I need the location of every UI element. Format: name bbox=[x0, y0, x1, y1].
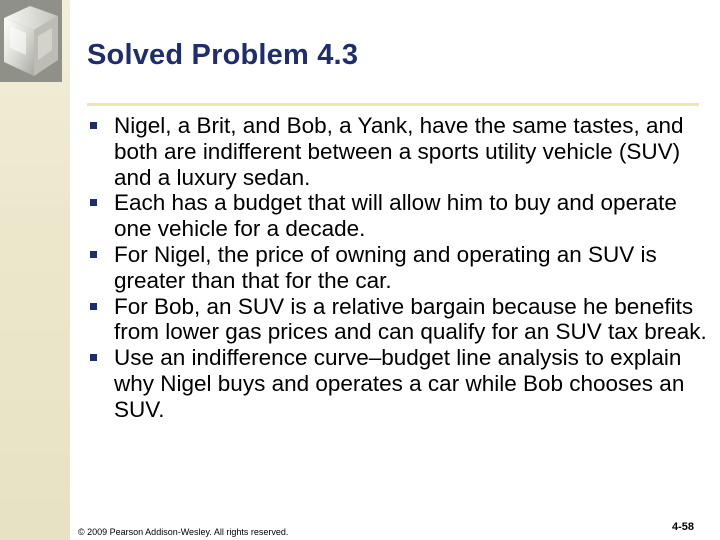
bullet-list bbox=[87, 113, 707, 423]
bullet-item bbox=[87, 190, 707, 242]
title-divider bbox=[87, 103, 699, 106]
square-bullet-icon bbox=[90, 303, 97, 310]
copyright-footer: © 2009 Pearson Addison-Wesley. All rights reserved. bbox=[78, 527, 289, 537]
square-bullet-icon bbox=[90, 199, 97, 206]
bullet-item bbox=[87, 345, 707, 422]
bullet-item bbox=[87, 113, 707, 190]
bullet-item bbox=[87, 242, 707, 294]
bullet-text: Nigel, a Brit, and Bob, a Yank, have the same tastes, and both are indifferent between a sports utility vehicle (SUV) and a luxury sedan. bbox=[114, 113, 684, 190]
square-bullet-icon bbox=[90, 251, 97, 258]
glass-cube-image bbox=[0, 0, 62, 82]
bullet-text: For Bob, an SUV is a relative bargain because he benefits from lower gas prices and can qualify for an SUV tax break. bbox=[114, 293, 707, 345]
bullet-text: For Nigel, the price of owning and operating an SUV is greater than that for the car. bbox=[114, 241, 657, 293]
bullet-text: Each has a budget that will allow him to buy and operate one vehicle for a decade. bbox=[114, 190, 677, 242]
square-bullet-icon bbox=[90, 354, 97, 361]
page-number: 4-58 bbox=[672, 521, 695, 533]
square-bullet-icon bbox=[90, 122, 97, 129]
slide-title: Solved Problem 4.3 bbox=[87, 39, 359, 71]
bullet-text: Use an indifference curve–budget line analysis to explain why Nigel buys and operates a car while Bob chooses an SUV. bbox=[114, 345, 685, 422]
bullet-item bbox=[87, 294, 707, 346]
